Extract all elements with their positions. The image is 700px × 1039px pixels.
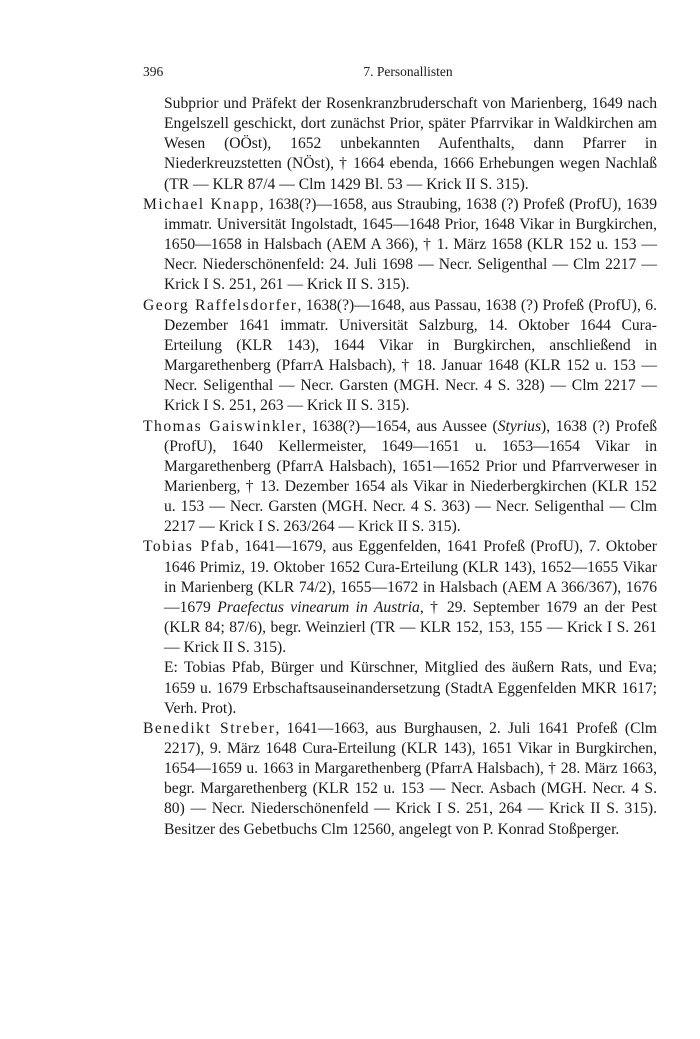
entry-name: Tobias Pfab (143, 538, 236, 556)
entry-name: Michael Knapp (143, 195, 260, 213)
entry-italic-text: Praefectus vinearum in Austria (217, 598, 420, 616)
entry-name: Benedikt Streber (143, 719, 276, 737)
entry-text: , 1641—1663, aus Burghausen, 2. Juli 1641 Profeß (Clm 2217), 9. März 1648 Cura-Erteilung (KLR 143), 1651 Vikar in Burgkirchen, 1654—1659 u. 1663 in Margarethenberg (PfarrA Halsbach), † 28. März 1663, begr. Margarethenberg (KLR 152 u. 153 — Necr. Asbach (MGH. Necr. 4 S. 80) — Necr. Niederschönenfeld — Krick I S. 251, 264 — Krick II S. 315). Besitzer des Gebetbuchs Clm 12560, angelegt von P. Konrad Stoßperger. (164, 719, 657, 838)
page-header (143, 64, 673, 84)
entry-text: , † 29. September 1679 an der Pest (KLR 84; 87/6), begr. Weinzierl (TR — KLR 152, 153, 155 — Krick I S. 261 — Krick II S. 315). (164, 598, 657, 657)
entry-georg-raffelsdorfer (143, 296, 657, 417)
entry-text: ), 1638 (?) Profeß (ProfU), 1640 Kellermeister, 1649—1651 u. 1653—1654 Vikar in Margarethenberg (PfarrA Halsbach), 1651—1652 Prior und Pfarrverweser in Marienberg, † 13. Dezember 1654 als Vikar in Niederbergkirchen (KLR 152 u. 153 — Necr. Garsten (MGH. Necr. 4 S. 363) — Necr. Seligenthal — Clm 2217 — Krick I S. 263/264 — Krick II S. 315). (164, 417, 657, 536)
entry-text: Subprior und Präfekt der Rosenkranzbruderschaft von Marienberg, 1649 nach Engelszell geschickt, dort zunächst Prior, später Pfarrvikar in Waldkirchen am Wesen (OÖst), 1652 unbekannten Aufenthalts, dann Pfarrer in Niederkreuzstetten (NÖst), † 1664 ebenda, 1666 Erhebungen wegen Nachlaß (TR — KLR 87/4 — Clm 1429 Bl. 53 — Krick II S. 315). (164, 95, 657, 193)
entry-thomas-gaiswinkler (143, 417, 657, 538)
entry-name: Georg Raffelsdorfer (143, 296, 298, 314)
page-number: 396 (143, 64, 164, 79)
running-title: 7. Personallisten (363, 64, 453, 79)
entry-note: E: Tobias Pfab, Bürger und Kürschner, Mitglied des äußern Rats, und Eva; 1659 u. 1679 Erbschaftsauseinandersetzung (StadtA Eggenfelden MKR 1617; Verh. Prot). (164, 659, 657, 717)
entry-benedikt-streber (143, 719, 657, 840)
entry-italic-text: Styrius (497, 417, 542, 435)
entry-tobias-pfab (143, 537, 657, 658)
personnel-list (143, 94, 657, 840)
entry-name: Thomas Gaiswinkler (143, 417, 303, 435)
entry-text: , 1638(?)—1648, aus Passau, 1638 (?) Profeß (ProfU), 6. Dezember 1641 immatr. Universität Salzburg, 14. Oktober 1644 Cura-Erteilung (KLR 143), 1644 Vikar in Burgkirchen, anschließend in Margarethenberg (PfarrA Halsbach), † 18. Januar 1648 (KLR 152 u. 153 — Necr. Seligenthal — Necr. Garsten (MGH. Necr. 4 S. 328) — Clm 2217 — Krick I S. 251, 263 — Krick II S. 315). (164, 296, 657, 415)
entry-text: , 1638(?)—1654, aus Aussee ( (302, 417, 498, 435)
entry-text: , 1641—1679, aus Eggenfelden, 1641 Profeß (ProfU), 7. Oktober 1646 Primiz, 19. Oktober 1652 Cura-Erteilung (KLR 143), 1652—1655 Vikar in Marienberg (KLR 74/2), 1655—1672 in Halsbach (AEM A 366/367), 1676—1679 (164, 538, 657, 616)
entry-text: , 1638(?)—1658, aus Straubing, 1638 (?) Profeß (ProfU), 1639 immatr. Universität Ingolstadt, 1645—1648 Prior, 1648 Vikar in Burgkirchen, 1650—1658 in Halsbach (AEM A 366), † 1. März 1658 (KLR 152 u. 153 — Necr. Niederschönenfeld: 24. Juli 1698 — Necr. Seligenthal — Clm 2217 — Krick I S. 251, 261 — Krick II S. 315). (164, 195, 658, 294)
entry-michael-knapp (143, 195, 657, 296)
entry-continuation (143, 94, 657, 195)
